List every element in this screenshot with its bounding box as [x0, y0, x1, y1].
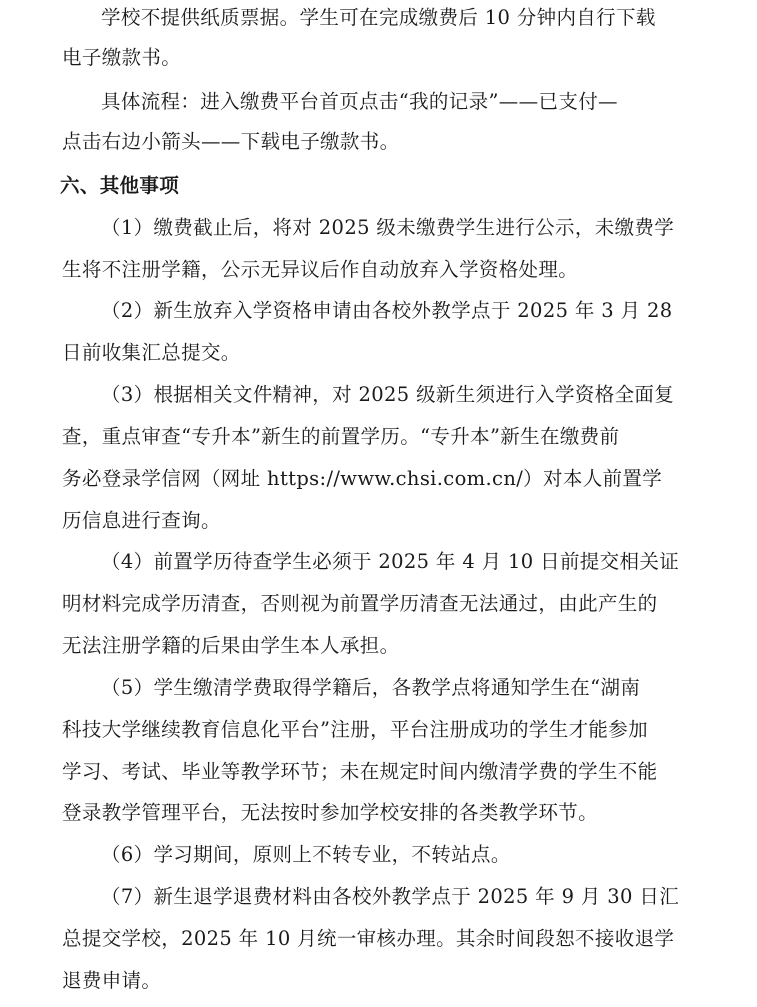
- text-line-2: 电子缴款书。: [62, 46, 182, 69]
- text-line-17: （5）学生缴清学费取得学籍后，各教学点将通知学生在“湖南: [101, 676, 641, 699]
- text-line-1: 学校不提供纸质票据。学生可在完成缴费后 10 分钟内自行下载: [101, 6, 656, 29]
- text-line-4: 点击右边小箭头——下载电子缴款书。: [62, 130, 400, 153]
- text-line-11: 查，重点审查“专升本”新生的前置学历。“专升本”新生在缴费前: [62, 425, 620, 448]
- text-line-7: 生将不注册学籍，公示无异议后作自动放弃入学资格处理。: [62, 258, 579, 281]
- text-line-23: 总提交学校，2025 年 10 月统一审核办理。其余时间段恕不接收退学: [62, 927, 675, 950]
- text-line-19: 学习、考试、毕业等教学环节；未在规定时间内缴清学费的学生不能: [62, 760, 658, 783]
- text-line-21: （6）学习期间，原则上不转专业，不转站点。: [101, 843, 511, 866]
- text-line-18: 科技大学继续教育信息化平台”注册，平台注册成功的学生才能参加: [62, 718, 648, 741]
- text-line-20: 登录教学管理平台，无法按时参加学校安排的各类教学环节。: [62, 801, 598, 824]
- text-line-3: 具体流程：进入缴费平台首页点击“我的记录”——已支付—: [101, 90, 618, 113]
- text-line-10: （3）根据相关文件精神，对 2025 级新生须进行入学资格全面复: [101, 383, 675, 406]
- text-line-22: （7）新生退学退费材料由各校外教学点于 2025 年 9 月 30 日汇: [101, 885, 680, 908]
- text-line-24: 退费申请。: [62, 969, 162, 992]
- text-line-6: （1）缴费截止后，将对 2025 级未缴费学生进行公示，未缴费学: [101, 216, 675, 239]
- text-line-14: （4）前置学历待查学生必须于 2025 年 4 月 10 日前提交相关证: [101, 550, 680, 573]
- text-line-8: （2）新生放弃入学资格申请由各校外教学点于 2025 年 3 月 28: [101, 299, 673, 322]
- text-line-13: 历信息进行查询。: [62, 509, 221, 532]
- text-line-9: 日前收集汇总提交。: [62, 341, 241, 364]
- text-line-12: 务必登录学信网（网址 https://www.chsi.com.cn/）对本人前置学: [62, 467, 663, 490]
- text-line-16: 无法注册学籍的后果由学生本人承担。: [62, 634, 400, 657]
- section-heading: 六、其他事项: [60, 174, 180, 197]
- text-line-15: 明材料完成学历清查，否则视为前置学历清查无法通过，由此产生的: [62, 592, 658, 615]
